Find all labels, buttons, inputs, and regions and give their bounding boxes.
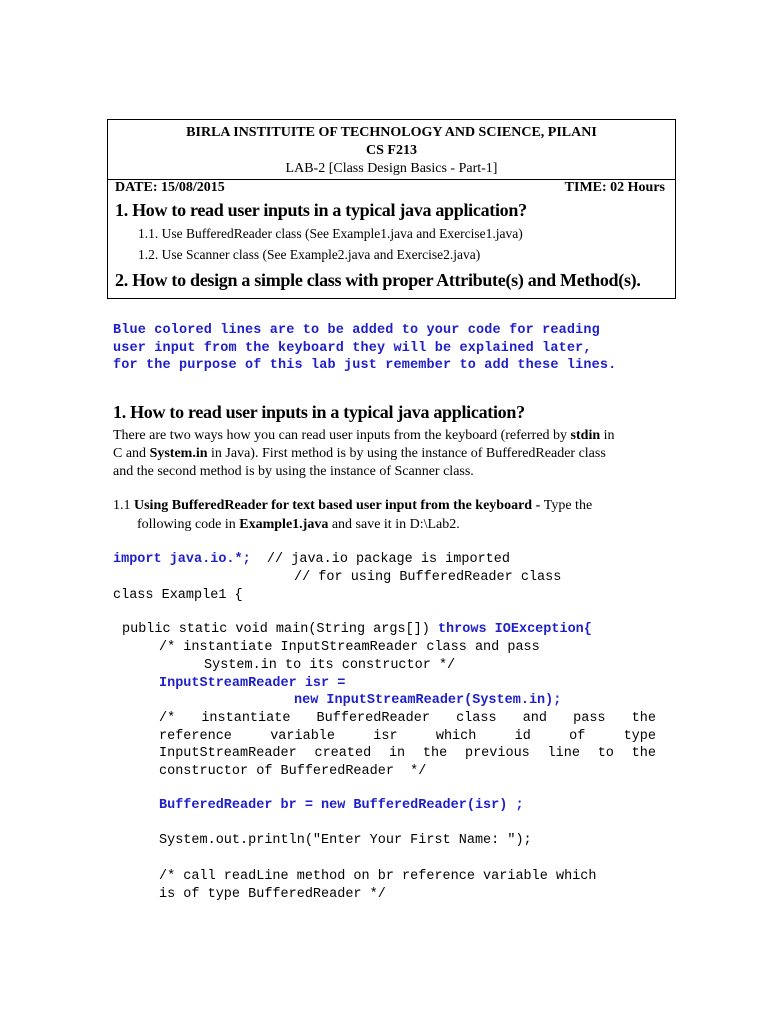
lab-date: DATE: 15/08/2015 — [115, 180, 225, 195]
code-word: reference — [159, 729, 232, 744]
code-word: InputStreamReader — [159, 746, 297, 761]
toc-subsection-1-2: 1.2. Use Scanner class (See Example2.java and Exercise2.java) — [138, 247, 481, 262]
text-run: and save it in D:\Lab2. — [328, 517, 460, 532]
code-word: which — [435, 729, 477, 744]
text-run: following code in — [137, 517, 240, 532]
bold-term-stdin: stdin — [570, 428, 601, 443]
blue-note-line: user input from the keyboard they will be explained later, — [113, 341, 592, 356]
lab-duration: TIME: 02 Hours — [564, 180, 665, 195]
code-word: the — [422, 746, 448, 761]
code-word: type — [623, 729, 656, 744]
code-word: of — [569, 729, 586, 744]
toc-section-1: 1. How to read user inputs in a typical java application? — [115, 200, 527, 220]
file-name: Example1.java — [239, 517, 329, 532]
code-throws: throws IOException{ — [437, 622, 592, 637]
code-word: /* — [159, 711, 176, 726]
code-comment-line: System.in to its constructor */ — [204, 658, 456, 673]
code-word: and — [522, 711, 548, 726]
code-word: created — [314, 746, 372, 761]
code-word: isr — [373, 729, 398, 744]
code-println: System.out.println("Enter Your First Name: "); — [159, 833, 532, 848]
institute-name: BIRLA INSTITUITE OF TECHNOLOGY AND SCIENCE, PILANI — [186, 125, 597, 140]
step-number: 1.1 — [113, 498, 134, 513]
code-comment-line: is of type BufferedReader */ — [159, 887, 386, 902]
text-run: in Java). First method is by using the instance of BufferedReader class — [207, 446, 606, 461]
step-title: Using BufferedReader for text based user input from the keyboard - — [134, 498, 544, 513]
text-run: C and — [113, 446, 150, 461]
code-class-decl: class Example1 { — [113, 588, 243, 603]
code-comment-line-justified — [159, 710, 656, 727]
code-word: in — [388, 746, 406, 761]
code-comment-line-justified — [159, 728, 656, 745]
code-comment-line: /* call readLine method on br reference variable which — [159, 869, 597, 884]
code-line-import — [113, 551, 510, 568]
code-word: BufferedReader — [316, 711, 430, 726]
code-import: import java.io.*; — [113, 552, 251, 567]
intro-paragraph-line — [113, 428, 658, 444]
code-text: public static void main(String args[]) — [122, 622, 438, 637]
blue-note-line: for the purpose of this lab just remember to add these lines. — [113, 358, 617, 373]
code-comment-line: constructor of BufferedReader */ — [159, 764, 427, 779]
toc-subsection-1-1: 1.1. Use BufferedReader class (See Example1.java and Exercise1.java) — [138, 226, 523, 241]
step-1-1-instruction — [113, 498, 592, 514]
code-isr-assignment: new InputStreamReader(System.in); — [294, 693, 562, 708]
step-1-1-instruction-cont — [137, 517, 460, 533]
code-comment-line: /* instantiate InputStreamReader class and pass — [159, 640, 540, 655]
code-comment-line: // for using BufferedReader class — [294, 570, 562, 585]
code-main-signature — [122, 621, 592, 638]
code-word: id — [514, 729, 531, 744]
bold-term-system-in: System.in — [149, 446, 208, 461]
code-comment: // java.io package is imported — [250, 552, 510, 567]
code-word: to — [597, 746, 614, 761]
code-word: the — [631, 711, 656, 726]
intro-paragraph-line — [113, 446, 658, 462]
course-code: CS F213 — [366, 143, 417, 158]
code-word: instantiate — [201, 711, 291, 726]
code-word: line — [547, 746, 580, 761]
toc-section-2: 2. How to design a simple class with proper Attribute(s) and Method(s). — [115, 270, 641, 290]
text-run: Type the — [543, 498, 593, 513]
text-run: There are two ways how you can read user inputs from the keyboard (referred by — [113, 428, 571, 443]
text-run: in — [600, 428, 615, 443]
code-comment-line-justified — [159, 745, 656, 762]
section-1-heading: 1. How to read user inputs in a typical java application? — [113, 402, 525, 422]
lab-header-box — [107, 119, 676, 299]
intro-paragraph-line: and the second method is by using the instance of Scanner class. — [113, 464, 474, 479]
code-isr-declaration: InputStreamReader isr = — [159, 676, 346, 691]
code-word: the — [631, 746, 656, 761]
lab-title: LAB-2 [Class Design Basics - Part-1] — [285, 161, 498, 176]
blue-note-line: Blue colored lines are to be added to your code for reading — [113, 323, 600, 338]
code-word: class — [456, 711, 497, 726]
code-word: previous — [464, 746, 530, 761]
code-br-declaration: BufferedReader br = new BufferedReader(isr) ; — [159, 798, 524, 813]
code-word: variable — [270, 729, 335, 744]
code-word: pass — [573, 711, 606, 726]
